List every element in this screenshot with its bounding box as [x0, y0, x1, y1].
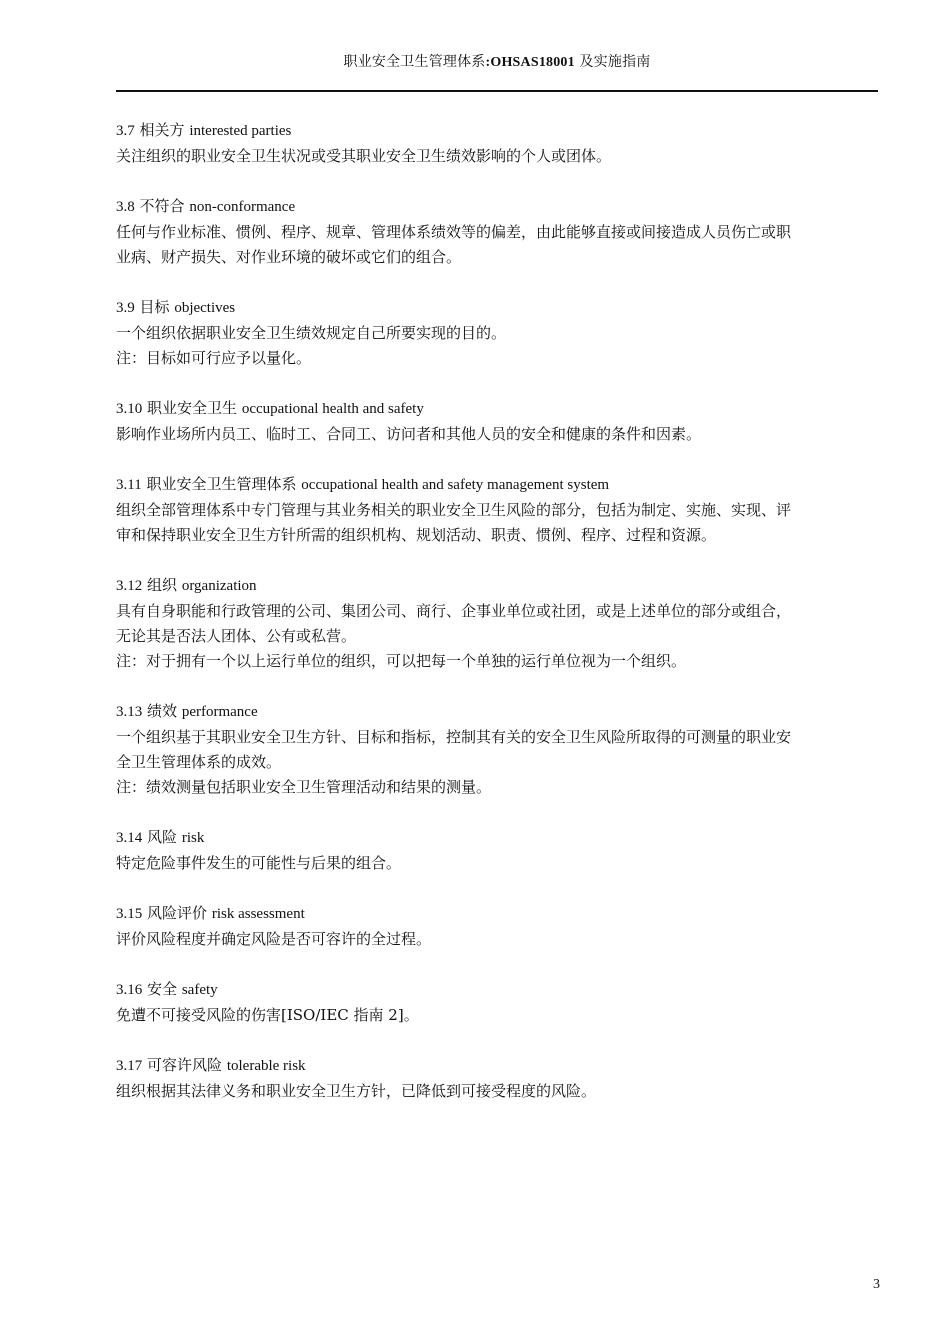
header-title-standard: :OHSAS18001 [485, 55, 575, 70]
term-english: tolerable risk [226, 1058, 306, 1074]
definition-text: 业病、财产损失、对作业环境的破坏或它们的组合。 [116, 248, 462, 266]
definition-text: 任何与作业标准、惯例、程序、规章、管理体系绩效等的偏差，由此能够直接或间接造成人员伤亡或职 [116, 223, 792, 241]
definition-note: 注：绩效测量包括职业安全卫生管理活动和结果的测量。 [116, 778, 492, 796]
term-english: interested parties [189, 123, 292, 139]
definition-text: 具有自身职能和行政管理的公司、集团公司、商行、企事业单位或社团，或是上述单位的部分或组合， [116, 602, 792, 620]
clause-number: 3.16 [116, 982, 143, 998]
clause-number: 3.17 [116, 1058, 143, 1074]
clause-number: 3.12 [116, 578, 143, 594]
term-heading [116, 118, 878, 144]
clause-number: 3.10 [116, 401, 143, 417]
definition-text: 一个组织基于其职业安全卫生方针、目标和指标，控制其有关的安全卫生风险所取得的可测量的职业安 [116, 728, 792, 746]
header-rule [116, 90, 878, 92]
term-chinese: 组织 [147, 576, 178, 594]
term-heading [116, 472, 878, 498]
definition-section [116, 977, 878, 1028]
definition-text: 审和保持职业安全卫生方针所需的组织机构、规划活动、职责、惯例、程序、过程和资源。 [116, 526, 717, 544]
term-chinese: 目标 [139, 298, 170, 316]
term-english: occupational health and safety [241, 401, 424, 417]
definition-text: 全卫生管理体系的成效。 [116, 753, 282, 771]
definition-section [116, 901, 878, 952]
definition-section [116, 573, 878, 674]
definition-section [116, 699, 878, 800]
term-chinese: 职业安全卫生 [147, 399, 238, 417]
term-heading [116, 977, 878, 1003]
term-english: organization [181, 578, 257, 594]
term-chinese: 可容许风险 [147, 1056, 223, 1074]
term-chinese: 风险评价 [147, 904, 208, 922]
clause-number: 3.8 [116, 199, 135, 215]
definition-section [116, 194, 878, 270]
term-chinese: 绩效 [147, 702, 178, 720]
page-header [116, 52, 878, 73]
clause-number: 3.7 [116, 123, 135, 139]
definition-section [116, 825, 878, 876]
term-heading [116, 573, 878, 599]
clause-number: 3.14 [116, 830, 143, 846]
definition-section [116, 118, 878, 169]
definition-text: 影响作业场所内员工、临时工、合同工、访问者和其他人员的安全和健康的条件和因素。 [116, 425, 702, 443]
definition-text: 组织全部管理体系中专门管理与其业务相关的职业安全卫生风险的部分，包括为制定、实施、实现、评 [116, 501, 792, 519]
definition-note: 注：目标如可行应予以量化。 [116, 349, 312, 367]
document-body [116, 118, 878, 1129]
definition-text: 关注组织的职业安全卫生状况或受其职业安全卫生绩效影响的个人或团体。 [116, 147, 612, 165]
definition-note: 注：对于拥有一个以上运行单位的组织，可以把每一个单独的运行单位视为一个组织。 [116, 652, 687, 670]
definition-text: 组织根据其法律义务和职业安全卫生方针，已降低到可接受程度的风险。 [116, 1082, 597, 1100]
definition-text: 一个组织依据职业安全卫生绩效规定自己所要实现的目的。 [116, 324, 507, 342]
term-heading [116, 194, 878, 220]
clause-number: 3.11 [116, 477, 142, 493]
definition-section [116, 1053, 878, 1104]
term-english: occupational health and safety management system [301, 477, 610, 493]
term-chinese: 风险 [147, 828, 178, 846]
term-heading [116, 396, 878, 422]
definition-section [116, 472, 878, 548]
term-heading [116, 825, 878, 851]
term-english: non-conformance [189, 199, 296, 215]
term-heading [116, 295, 878, 321]
term-chinese: 职业安全卫生管理体系 [146, 475, 297, 493]
definition-text: 评价风险程度并确定风险是否可容许的全过程。 [116, 930, 432, 948]
header-title-cn: 职业安全卫生管理体系 [343, 54, 486, 70]
definition-section [116, 396, 878, 447]
term-heading [116, 699, 878, 725]
clause-number: 3.9 [116, 300, 135, 316]
clause-number: 3.13 [116, 704, 143, 720]
definition-section [116, 295, 878, 371]
header-title-suffix: 及实施指南 [574, 54, 651, 70]
term-english: safety [181, 982, 218, 998]
term-heading [116, 901, 878, 927]
term-english: performance [181, 704, 258, 720]
page-number: 3 [873, 1277, 880, 1292]
definition-text: 无论其是否法人团体、公有或私营。 [116, 627, 357, 645]
term-chinese: 不符合 [139, 197, 185, 215]
definition-text: 免遭不可接受风险的伤害[ISO/IEC 指南 2]。 [116, 1006, 419, 1024]
term-heading [116, 1053, 878, 1079]
term-english: risk assessment [211, 906, 305, 922]
definition-text: 特定危险事件发生的可能性与后果的组合。 [116, 854, 402, 872]
clause-number: 3.15 [116, 906, 143, 922]
term-chinese: 相关方 [139, 121, 185, 139]
term-english: risk [181, 830, 205, 846]
term-chinese: 安全 [147, 980, 178, 998]
term-english: objectives [174, 300, 236, 316]
